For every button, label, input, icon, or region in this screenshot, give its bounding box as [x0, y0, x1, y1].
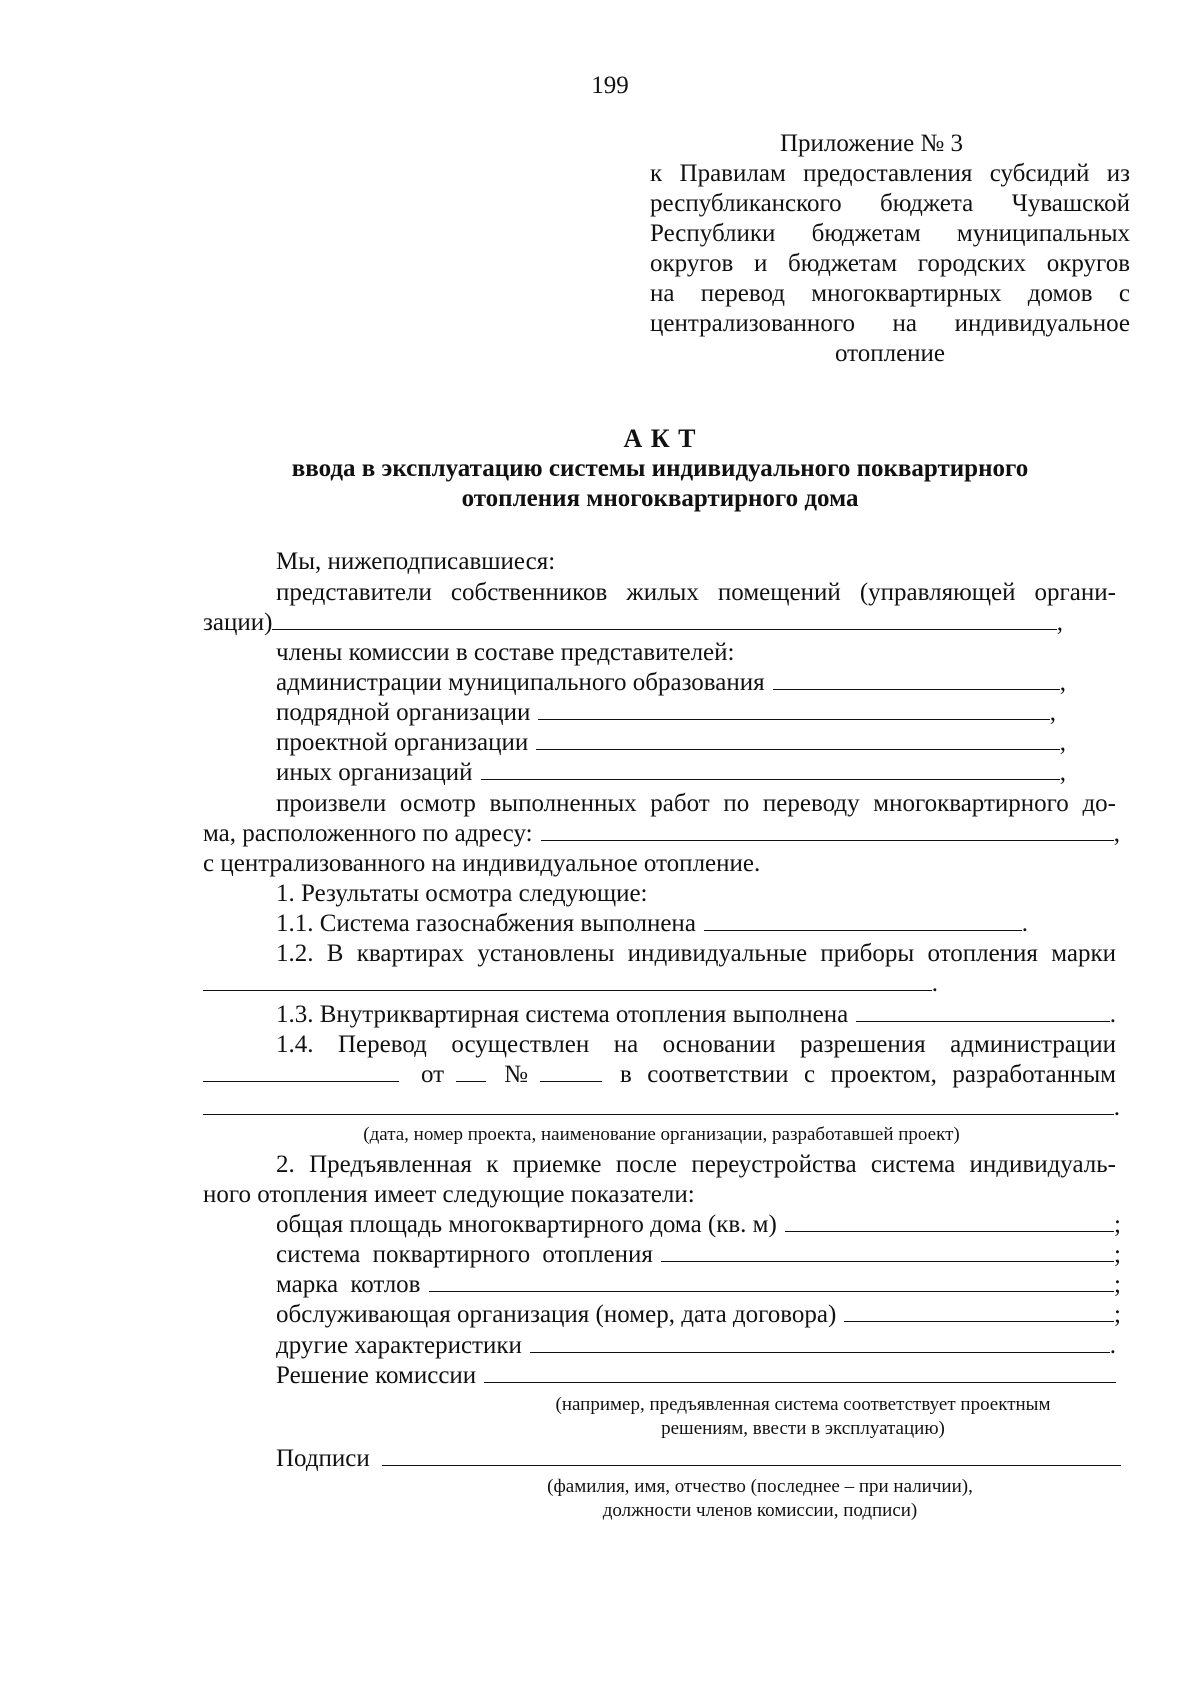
other-orgs-row: иных организаций ,: [276, 759, 1066, 786]
annex-line: на перевод многоквартирных домов с: [650, 280, 1130, 307]
boilers-label: марка котлов: [276, 1271, 421, 1298]
address-fill-line[interactable]: [541, 821, 1114, 841]
act-subtitle-line1: ввода в эксплуатацию системы индивидуального поквартирного: [291, 455, 1029, 482]
signatures-row: [276, 1444, 1121, 1474]
address-row: ма, расположенного по адресу: ,: [203, 820, 1120, 847]
contractor-label: подрядной организации: [276, 699, 531, 726]
act-title: А К Т: [623, 424, 697, 453]
p1-4-admin-fill-line[interactable]: [203, 1062, 399, 1082]
admin-row: администрации муниципального образования ,: [276, 669, 1066, 696]
p1-4-project-row: .: [203, 1093, 1120, 1123]
decision-fill-line[interactable]: [484, 1363, 1116, 1383]
other-orgs-fill-line[interactable]: [481, 760, 1060, 780]
annex-line: к Правилам предоставления субсидий из: [650, 160, 1130, 187]
owners-line2: зации): [203, 609, 273, 636]
admin-label: администрации муниципального образования: [276, 669, 765, 696]
other-orgs-label: иных организаций: [276, 759, 473, 786]
decision-label: Решение комиссии: [276, 1362, 477, 1389]
heating-system-label: система поквартирного отопления: [276, 1241, 653, 1268]
service-org-label: обслуживающая организация (номер, дата договора): [276, 1301, 837, 1328]
area-label: общая площадь многоквартирного дома (кв. м): [276, 1211, 777, 1238]
annex-line: округов и бюджетам городских округов: [650, 250, 1130, 277]
heating-system-fill-line[interactable]: [661, 1242, 1114, 1262]
p1-3-row: 1.3. Внутриквартирная система отопления выполнена .: [276, 1001, 1116, 1028]
owners-line1: представители собственников жилых помещений (управляющей органи-: [276, 579, 1116, 606]
service-org-fill-line[interactable]: [844, 1302, 1114, 1322]
p1-3-fill-line[interactable]: [856, 1002, 1110, 1022]
p1-4-row: [203, 1060, 1116, 1090]
p1-4-project-fill-line[interactable]: [203, 1095, 1114, 1115]
area-fill-line[interactable]: [785, 1212, 1114, 1232]
inspected-line3: с централизованного на индивидуальное отопление.: [203, 850, 761, 877]
owners-row: зации) ,: [203, 609, 1063, 636]
p2-line2: ного отопления имеет следующие показатели:: [203, 1181, 695, 1208]
signatures-label: Подписи: [276, 1445, 370, 1472]
annex-line: централизованного на индивидуальное: [650, 310, 1130, 337]
other-specs-label: другие характеристики: [276, 1332, 522, 1359]
p1-4-line1: 1.4. Перевод осуществлен на основании разрешения администрации: [276, 1031, 1116, 1058]
design-org-fill-line[interactable]: [536, 730, 1060, 750]
boilers-row: марка котлов ;: [276, 1271, 1121, 1298]
p1-3-label: 1.3. Внутриквартирная система отопления выполнена: [276, 1001, 849, 1028]
p1-1-label: 1.1. Система газоснабжения выполнена: [276, 910, 696, 937]
p1-2-fill-line[interactable]: [203, 971, 932, 991]
decision-caption-line2: решениям, ввести в эксплуатацию): [661, 1418, 945, 1439]
area-row: общая площадь многоквартирного дома (кв. м) ;: [276, 1211, 1121, 1238]
act-subtitle-line2: отопления многоквартирного дома: [461, 485, 859, 512]
design-org-label: проектной организации: [276, 729, 529, 756]
annex-line: республиканского бюджета Чувашской: [650, 190, 1130, 217]
p1-1-fill-line[interactable]: [704, 911, 1022, 931]
other-specs-fill-line[interactable]: [530, 1333, 1110, 1353]
p1-4-from: от: [421, 1061, 445, 1088]
service-org-row: обслуживающая организация (номер, дата договора) ;: [276, 1301, 1121, 1328]
results-heading: 1. Результаты осмотра следующие:: [276, 880, 648, 907]
annex-line-last: отопление: [834, 340, 946, 367]
p1-4-rest: в соответствии с проектом, разработанным: [619, 1061, 1116, 1088]
p2-line1: 2. Предъявленная к приемке после переустройства система индивидуаль-: [276, 1151, 1116, 1178]
annex-title: Приложение № 3: [780, 130, 964, 157]
decision-caption-line1: (например, предъявленная система соответствует проектным: [555, 1394, 1051, 1415]
p1-2-fill-row: .: [203, 969, 938, 999]
p1-4-number-fill-line[interactable]: [540, 1062, 602, 1082]
decision-row: [276, 1361, 1116, 1391]
page-number: 199: [591, 72, 629, 99]
boilers-fill-line[interactable]: [429, 1272, 1115, 1292]
annex-line: Республики бюджетам муниципальных: [650, 220, 1130, 247]
contractor-row: подрядной организации ,: [276, 699, 1056, 726]
p1-1-row: 1.1. Система газоснабжения выполнена .: [276, 910, 1028, 937]
design-org-row: проектной организации ,: [276, 729, 1066, 756]
other-specs-row: другие характеристики .: [276, 1332, 1116, 1359]
contractor-fill-line[interactable]: [538, 700, 1049, 720]
signatures-fill-line[interactable]: [382, 1446, 1121, 1466]
inspected-line2: ма, расположенного по адресу:: [203, 820, 533, 847]
p1-4-date-fill-line[interactable]: [456, 1062, 486, 1082]
signatures-caption-line1: (фамилия, имя, отчество (последнее – при наличии),: [547, 1476, 973, 1497]
p1-2-label: 1.2. В квартирах установлены индивидуальные приборы отопления марки: [276, 940, 1116, 967]
heating-system-row: система поквартирного отопления ;: [276, 1241, 1121, 1268]
admin-fill-line[interactable]: [773, 670, 1060, 690]
p1-4-caption: (дата, номер проекта, наименование организации, разработавшей проект): [363, 1124, 960, 1145]
owners-fill-line[interactable]: [272, 610, 1056, 630]
inspected-line1: произвели осмотр выполненных работ по переводу многоквартирного до-: [276, 790, 1116, 817]
intro-text: Мы, нижеподписавшиеся:: [276, 548, 556, 575]
p1-4-number-sign: №: [504, 1061, 528, 1088]
members-text: члены комиссии в составе представителей:: [276, 639, 735, 666]
signatures-caption-line2: должности членов комиссии, подписи): [602, 1500, 918, 1521]
